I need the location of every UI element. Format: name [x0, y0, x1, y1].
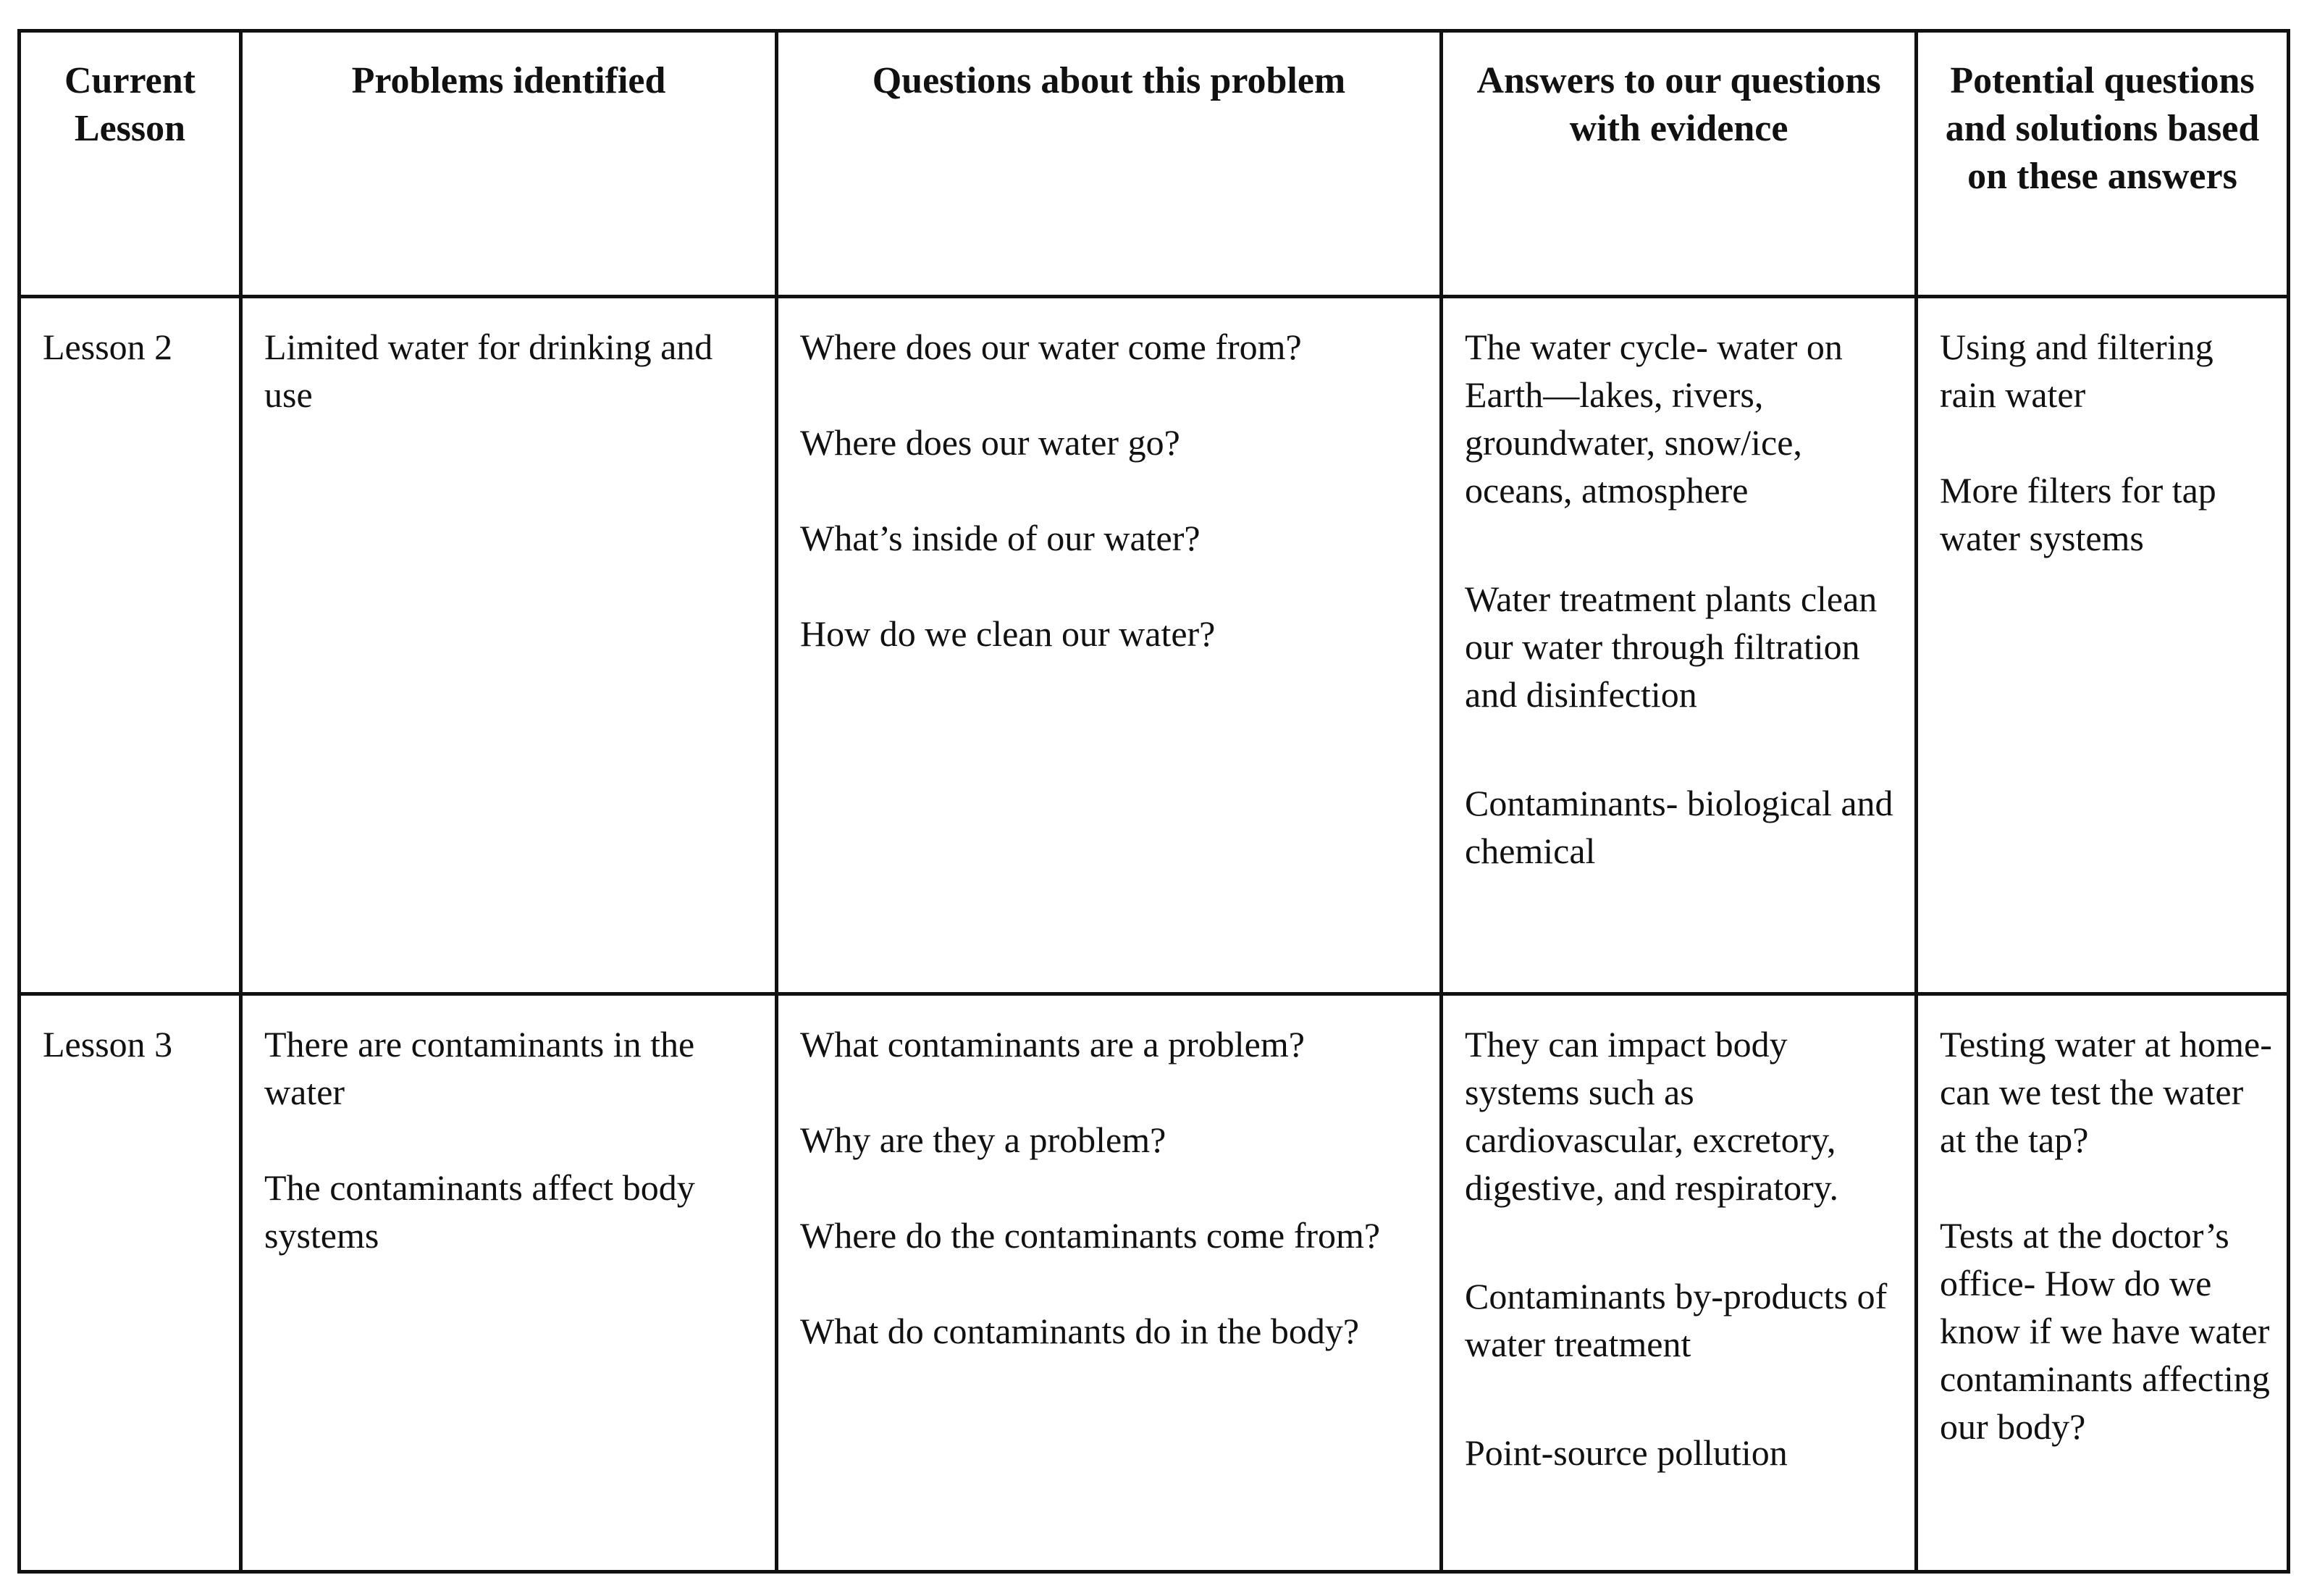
questions-cell [777, 297, 1442, 994]
table-row [20, 994, 2289, 1572]
table-row [20, 297, 2289, 994]
problems-cell [241, 297, 777, 994]
header-solutions: Potential questions and solutions based on these answers [1917, 31, 2289, 297]
lesson-cell [20, 297, 241, 994]
solution-text: Tests at the doctor’s office- How do we know if we have water contaminants affecting our body? [1940, 1215, 2270, 1447]
question-text: Why are they a problem? [800, 1120, 1166, 1160]
header-row [20, 31, 2289, 297]
question-text: Where do the contaminants come from? [800, 1215, 1381, 1256]
solution-text: Testing water at home- can we test the water at the tap? [1940, 1024, 2272, 1160]
solutions-cell [1917, 994, 2289, 1572]
solution-text: Using and filtering rain water [1940, 327, 2213, 415]
question-text: What do contaminants do in the body? [800, 1311, 1360, 1351]
header-answers: Answers to our questions with evidence [1442, 31, 1917, 297]
question-text: What contaminants are a problem? [800, 1024, 1305, 1064]
lesson-label: Lesson 2 [43, 327, 173, 367]
answers-cell [1442, 994, 1917, 1572]
answer-text: The water cycle- water on Earth—lakes, rivers, groundwater, snow/ice, oceans, atmosphere [1465, 327, 1843, 511]
solutions-cell [1917, 297, 2289, 994]
question-text: What’s inside of our water? [800, 518, 1201, 558]
question-text: Where does our water come from? [800, 327, 1302, 367]
answer-text: Contaminants- biological and chemical [1465, 783, 1893, 871]
lesson-cell [20, 994, 241, 1572]
solution-text: More filters for tap water systems [1940, 470, 2216, 558]
lesson-table [17, 29, 2290, 1574]
problem-text: There are contaminants in the water [264, 1024, 695, 1112]
header-current-lesson: Current Lesson [20, 31, 241, 297]
question-text: How do we clean our water? [800, 613, 1216, 654]
header-questions: Questions about this problem [777, 31, 1442, 297]
questions-cell [777, 994, 1442, 1572]
answer-text: They can impact body systems such as cardiovascular, excretory, digestive, and respiratory. [1465, 1024, 1839, 1208]
answers-cell [1442, 297, 1917, 994]
question-text: Where does our water go? [800, 422, 1180, 463]
header-problems-identified: Problems identified [241, 31, 777, 297]
problems-cell [241, 994, 777, 1572]
lesson-label: Lesson 3 [43, 1024, 173, 1064]
answer-text: Point-source pollution [1465, 1432, 1788, 1473]
answer-text: Contaminants by-products of water treatment [1465, 1276, 1888, 1364]
answer-text: Water treatment plants clean our water through filtration and disinfection [1465, 579, 1878, 715]
problem-text: Limited water for drinking and use [264, 327, 713, 415]
problem-text: The contaminants affect body systems [264, 1167, 695, 1256]
